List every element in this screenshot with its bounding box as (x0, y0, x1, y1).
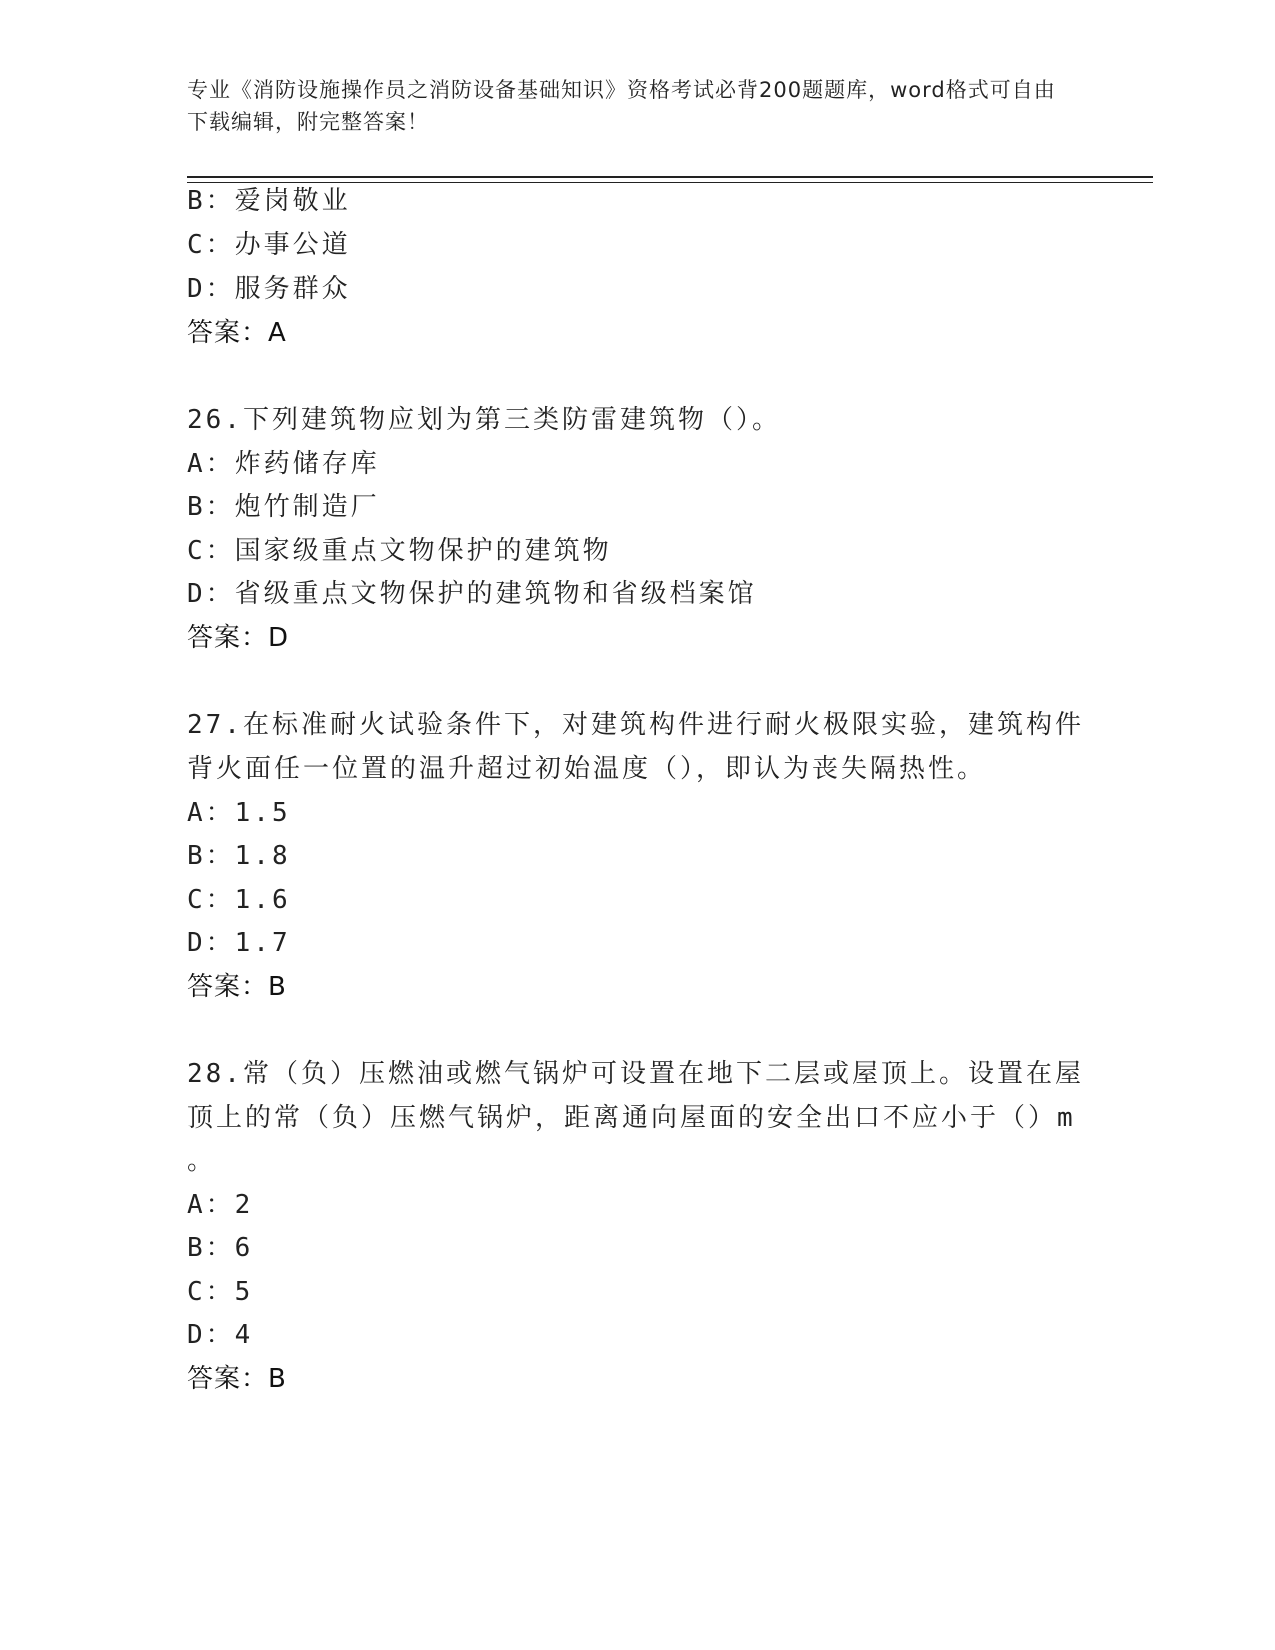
q27-option-b: B：1.8 (187, 841, 291, 871)
q26-option-c: C：国家级重点文物保护的建筑物 (187, 536, 612, 566)
q27-stem-line-2: 背火面任一位置的温升超过初始温度（），即认为丧失隔热性。 (187, 754, 987, 784)
q26-option-a: A：炸药储存库 (187, 449, 380, 479)
q28-option-c: C：5 (187, 1277, 254, 1307)
q26-answer: 答案：D (187, 623, 290, 653)
q26-option-b: B：炮竹制造厂 (187, 492, 380, 522)
q27-option-c: C：1.6 (187, 885, 291, 915)
q28-option-b: B：6 (187, 1233, 254, 1263)
q27-stem-line-1: 27.在标准耐火试验条件下，对建筑构件进行耐火极限实验，建筑构件 (187, 710, 1084, 740)
q28-option-a: A：2 (187, 1190, 254, 1220)
q28-stem-line-3: 。 (187, 1146, 217, 1176)
header-divider-thin (187, 182, 1153, 183)
document-header: 专业《消防设施操作员之消防设备基础知识》资格考试必背200题题库，word格式可自由下载编辑，附完整答案！ (187, 78, 1056, 134)
prev-option-c: C：办事公道 (187, 230, 351, 260)
prev-option-d: D：服务群众 (187, 274, 351, 304)
q26-stem-line-1: 26.下列建筑物应划为第三类防雷建筑物（）。 (187, 405, 781, 435)
q27-option-d: D：1.7 (187, 928, 291, 958)
q26-option-d: D：省级重点文物保护的建筑物和省级档案馆 (187, 579, 757, 609)
q28-option-d: D：4 (187, 1320, 254, 1350)
header-divider-thick (187, 176, 1153, 178)
q27-answer: 答案：B (187, 972, 287, 1002)
prev-answer: 答案：A (187, 318, 287, 348)
q28-stem-line-2: 顶上的常（负）压燃气锅炉，距离通向屋面的安全出口不应小于（）m (187, 1103, 1076, 1133)
q28-stem-line-1: 28.常（负）压燃油或燃气锅炉可设置在地下二层或屋顶上。设置在屋 (187, 1059, 1084, 1089)
prev-option-b: B：爱岗敬业 (187, 186, 351, 216)
q28-answer: 答案：B (187, 1364, 287, 1394)
q27-option-a: A：1.5 (187, 798, 291, 828)
